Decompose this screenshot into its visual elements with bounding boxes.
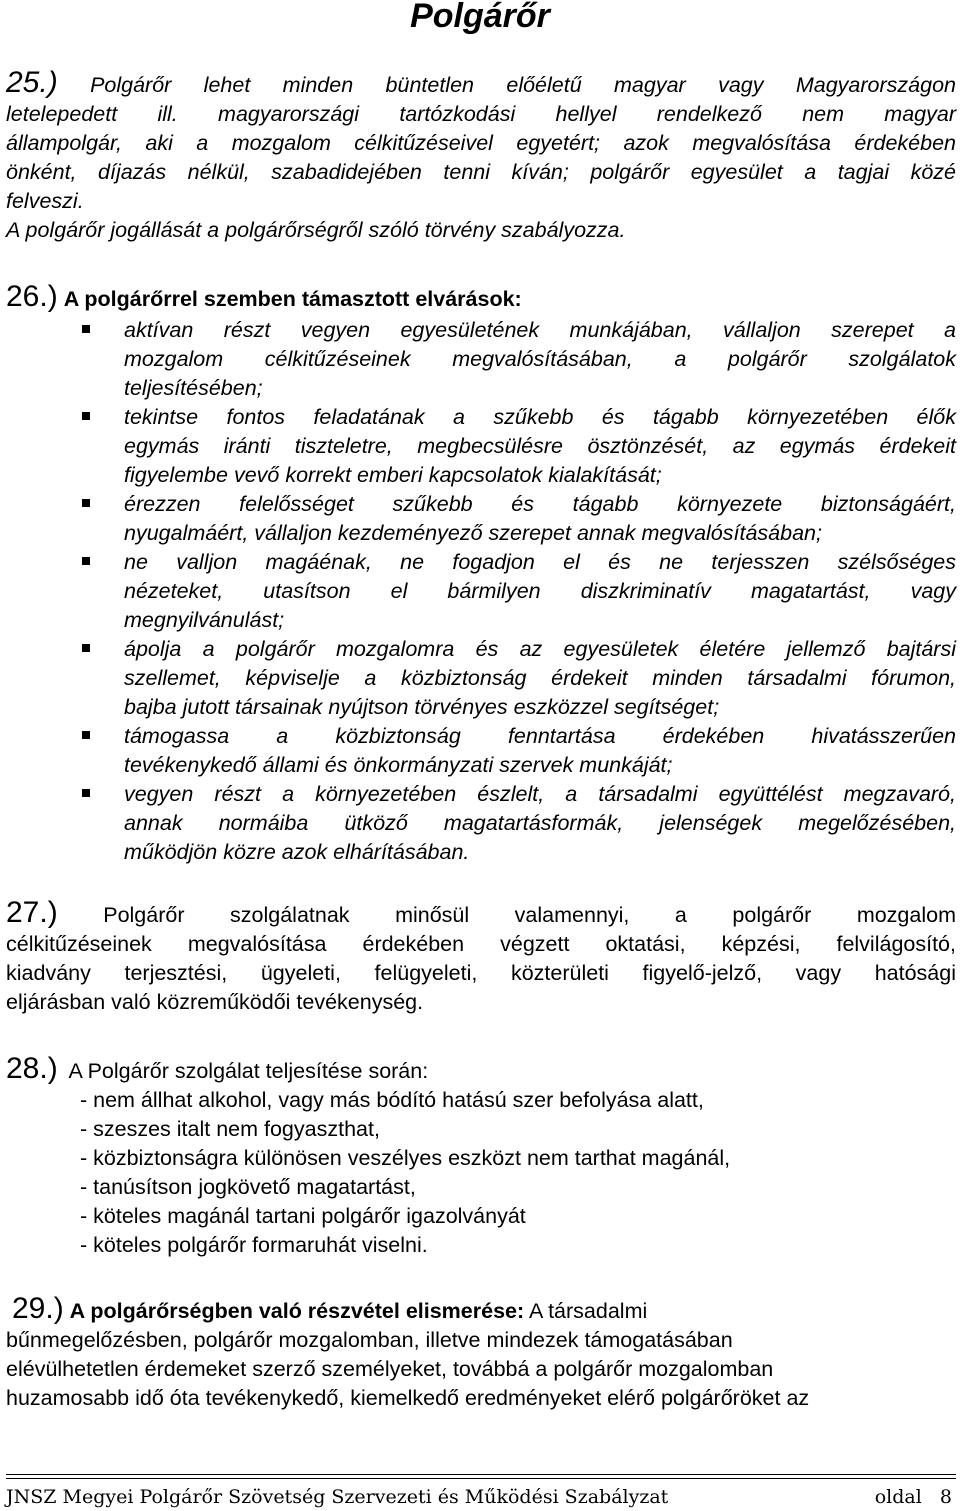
- section-29-first-line: [6, 1294, 956, 1326]
- section-29: [6, 1294, 956, 1413]
- list-item-line: nyugalmáért, vállaljon kezdeményező szerepet annak megvalósításában;: [124, 521, 822, 545]
- list-item: - közbiztonságra különösen veszélyes eszközt nem tarthat magánál,: [80, 1146, 731, 1170]
- section-number: 26.): [6, 280, 58, 313]
- list-item-line: ne valljon magáénak, ne fogadjon el és ne terjesszen szélsőséges: [124, 550, 956, 574]
- list-item: - szeszes italt nem fogyaszthat,: [80, 1117, 380, 1141]
- list-item-line: egymás iránti tiszteletre, megbecsülésre ösztönzését, az egymás érdekeit: [124, 434, 956, 458]
- section-number: 28.): [6, 1052, 58, 1085]
- paragraph-line: önként, díjazás nélkül, szabadidejében tenni kíván; polgárőr egyesület a tagjai közé: [6, 160, 956, 184]
- expectations-list: [80, 316, 956, 867]
- section-27-first-line: [6, 898, 956, 930]
- list-item-line: vegyen részt a környezetében észlelt, a társadalmi együttélést megzavaró,: [124, 782, 956, 806]
- footer-divider: [6, 1474, 956, 1475]
- paragraph-line: Polgárőr lehet minden büntetlen előéletű magyar vagy Magyarországon: [90, 73, 956, 97]
- list-item-line: aktívan részt vegyen egyesületének munkájában, vállaljon szerepet a: [124, 318, 956, 342]
- list-item-line: figyelembe vevő korrekt emberi kapcsolatok kialakítását;: [124, 463, 662, 487]
- bullet-icon: [82, 412, 90, 420]
- section-heading: A polgárőrségben való részvétel elismerése:: [69, 1299, 525, 1323]
- paragraph-line: kiadvány terjesztési, ügyeleti, felügyeleti, közterületi figyelő-jelző, vagy hatósági: [6, 961, 956, 985]
- paragraph-line: célkitűzéseinek megvalósítása érdekében végzett oktatási, képzési, felvilágosító,: [6, 932, 956, 956]
- section-intro: A Polgárőr szolgálat teljesítése során:: [68, 1059, 429, 1083]
- paragraph-line: A társadalmi: [528, 1299, 648, 1323]
- section-25-first-line: [6, 68, 956, 100]
- section-number: 25.): [6, 66, 58, 99]
- section-25: [6, 68, 956, 245]
- list-item: [80, 780, 956, 867]
- list-item: [80, 635, 956, 722]
- page-title: Polgárőr: [410, 0, 550, 35]
- list-item-line: bajba jutott társainak nyújtson törvényes eszközzel segítséget;: [124, 695, 720, 719]
- list-item: - köteles polgárőr formaruhát viselni.: [80, 1233, 428, 1257]
- section-26-heading-line: [6, 282, 956, 314]
- footer-document-title: JNSZ Megyei Polgárőr Szövetség Szervezeti és Működési Szabályzat: [6, 1486, 669, 1508]
- paragraph-line: felveszi.: [6, 189, 84, 213]
- bullet-icon: [82, 499, 90, 507]
- section-26: [6, 282, 956, 314]
- section-28: [6, 1054, 956, 1086]
- list-item-line: működjön közre azok elhárításában.: [124, 840, 470, 864]
- bullet-icon: [82, 644, 90, 652]
- list-item-line: annak normáiba ütköző magatartásformák, jelenségek megelőzésében,: [124, 811, 956, 835]
- section-28-intro-line: [6, 1054, 956, 1086]
- list-item-line: ápolja a polgárőr mozgalomra és az egyesületek életére jellemző bajtársi: [124, 637, 956, 661]
- bullet-icon: [82, 325, 90, 333]
- page-footer: [6, 1484, 956, 1510]
- list-item-line: teljesítésében;: [124, 376, 263, 400]
- bullet-icon: [82, 557, 90, 565]
- list-item: - tanúsítson jogkövető magatartást,: [80, 1175, 416, 1199]
- paragraph-line: eljárásban való közreműködői tevékenység.: [6, 990, 424, 1014]
- list-item: - köteles magánál tartani polgárőr igazolványát: [80, 1204, 526, 1228]
- bullet-icon: [82, 789, 90, 797]
- list-item-line: támogassa a közbiztonság fenntartása érdekében hivatásszerűen: [124, 724, 956, 748]
- duty-list: [80, 1086, 730, 1260]
- list-item: - nem állhat alkohol, vagy más bódító hatású szer befolyása alatt,: [80, 1088, 704, 1112]
- paragraph-line: Polgárőr szolgálatnak minősül valamennyi, a polgárőr mozgalom: [103, 903, 956, 927]
- section-heading: A polgárőrrel szemben támasztott elvárások:: [63, 287, 522, 311]
- paragraph-line: állampolgár, aki a mozgalom célkitűzéseivel egyetért; azok megvalósítása érdekében: [6, 131, 956, 155]
- paragraph-line: elévülhetetlen érdemeket szerző személyeket, továbbá a polgárőr mozgalomban: [6, 1357, 774, 1381]
- paragraph-line: letelepedett ill. magyarországi tartózkodási hellyel rendelkező nem magyar: [6, 102, 956, 126]
- section-number: 27.): [6, 896, 58, 929]
- list-item-line: tevékenykedő állami és önkormányzati szervek munkáját;: [124, 753, 673, 777]
- footer-divider: [6, 1478, 956, 1479]
- paragraph-line: huzamosabb idő óta tevékenykedő, kiemelkedő eredményeket elérő polgárőröket az: [6, 1386, 810, 1410]
- list-item-line: nézeteket, utasítson el bármilyen diszkriminatív magatartást, vagy: [124, 579, 956, 603]
- list-item-line: szellemet, képviselje a közbiztonság érdekeit minden társadalmi fórumon,: [124, 666, 956, 690]
- section-27: [6, 898, 956, 1017]
- list-item: [80, 548, 956, 635]
- footer-page-number: oldal 8: [874, 1486, 952, 1508]
- list-item-line: tekintse fontos feladatának a szűkebb és tágabb környezetében élők: [124, 405, 956, 429]
- paragraph-line: A polgárőr jogállását a polgárőrségről szóló törvény szabályozza.: [6, 218, 626, 242]
- list-item: [80, 316, 956, 403]
- list-item: [80, 403, 956, 490]
- section-number: 29.): [11, 1292, 64, 1325]
- list-item: [80, 722, 956, 780]
- list-item-line: érezzen felelősséget szűkebb és tágabb környezete biztonságáért,: [124, 492, 956, 516]
- list-item: [80, 490, 956, 548]
- list-item-line: mozgalom célkitűzéseinek megvalósításában, a polgárőr szolgálatok: [124, 347, 956, 371]
- bullet-icon: [82, 731, 90, 739]
- list-item-line: megnyilvánulást;: [124, 608, 285, 632]
- paragraph-line: bűnmegelőzésben, polgárőr mozgalomban, illetve mindezek támogatásában: [6, 1328, 733, 1352]
